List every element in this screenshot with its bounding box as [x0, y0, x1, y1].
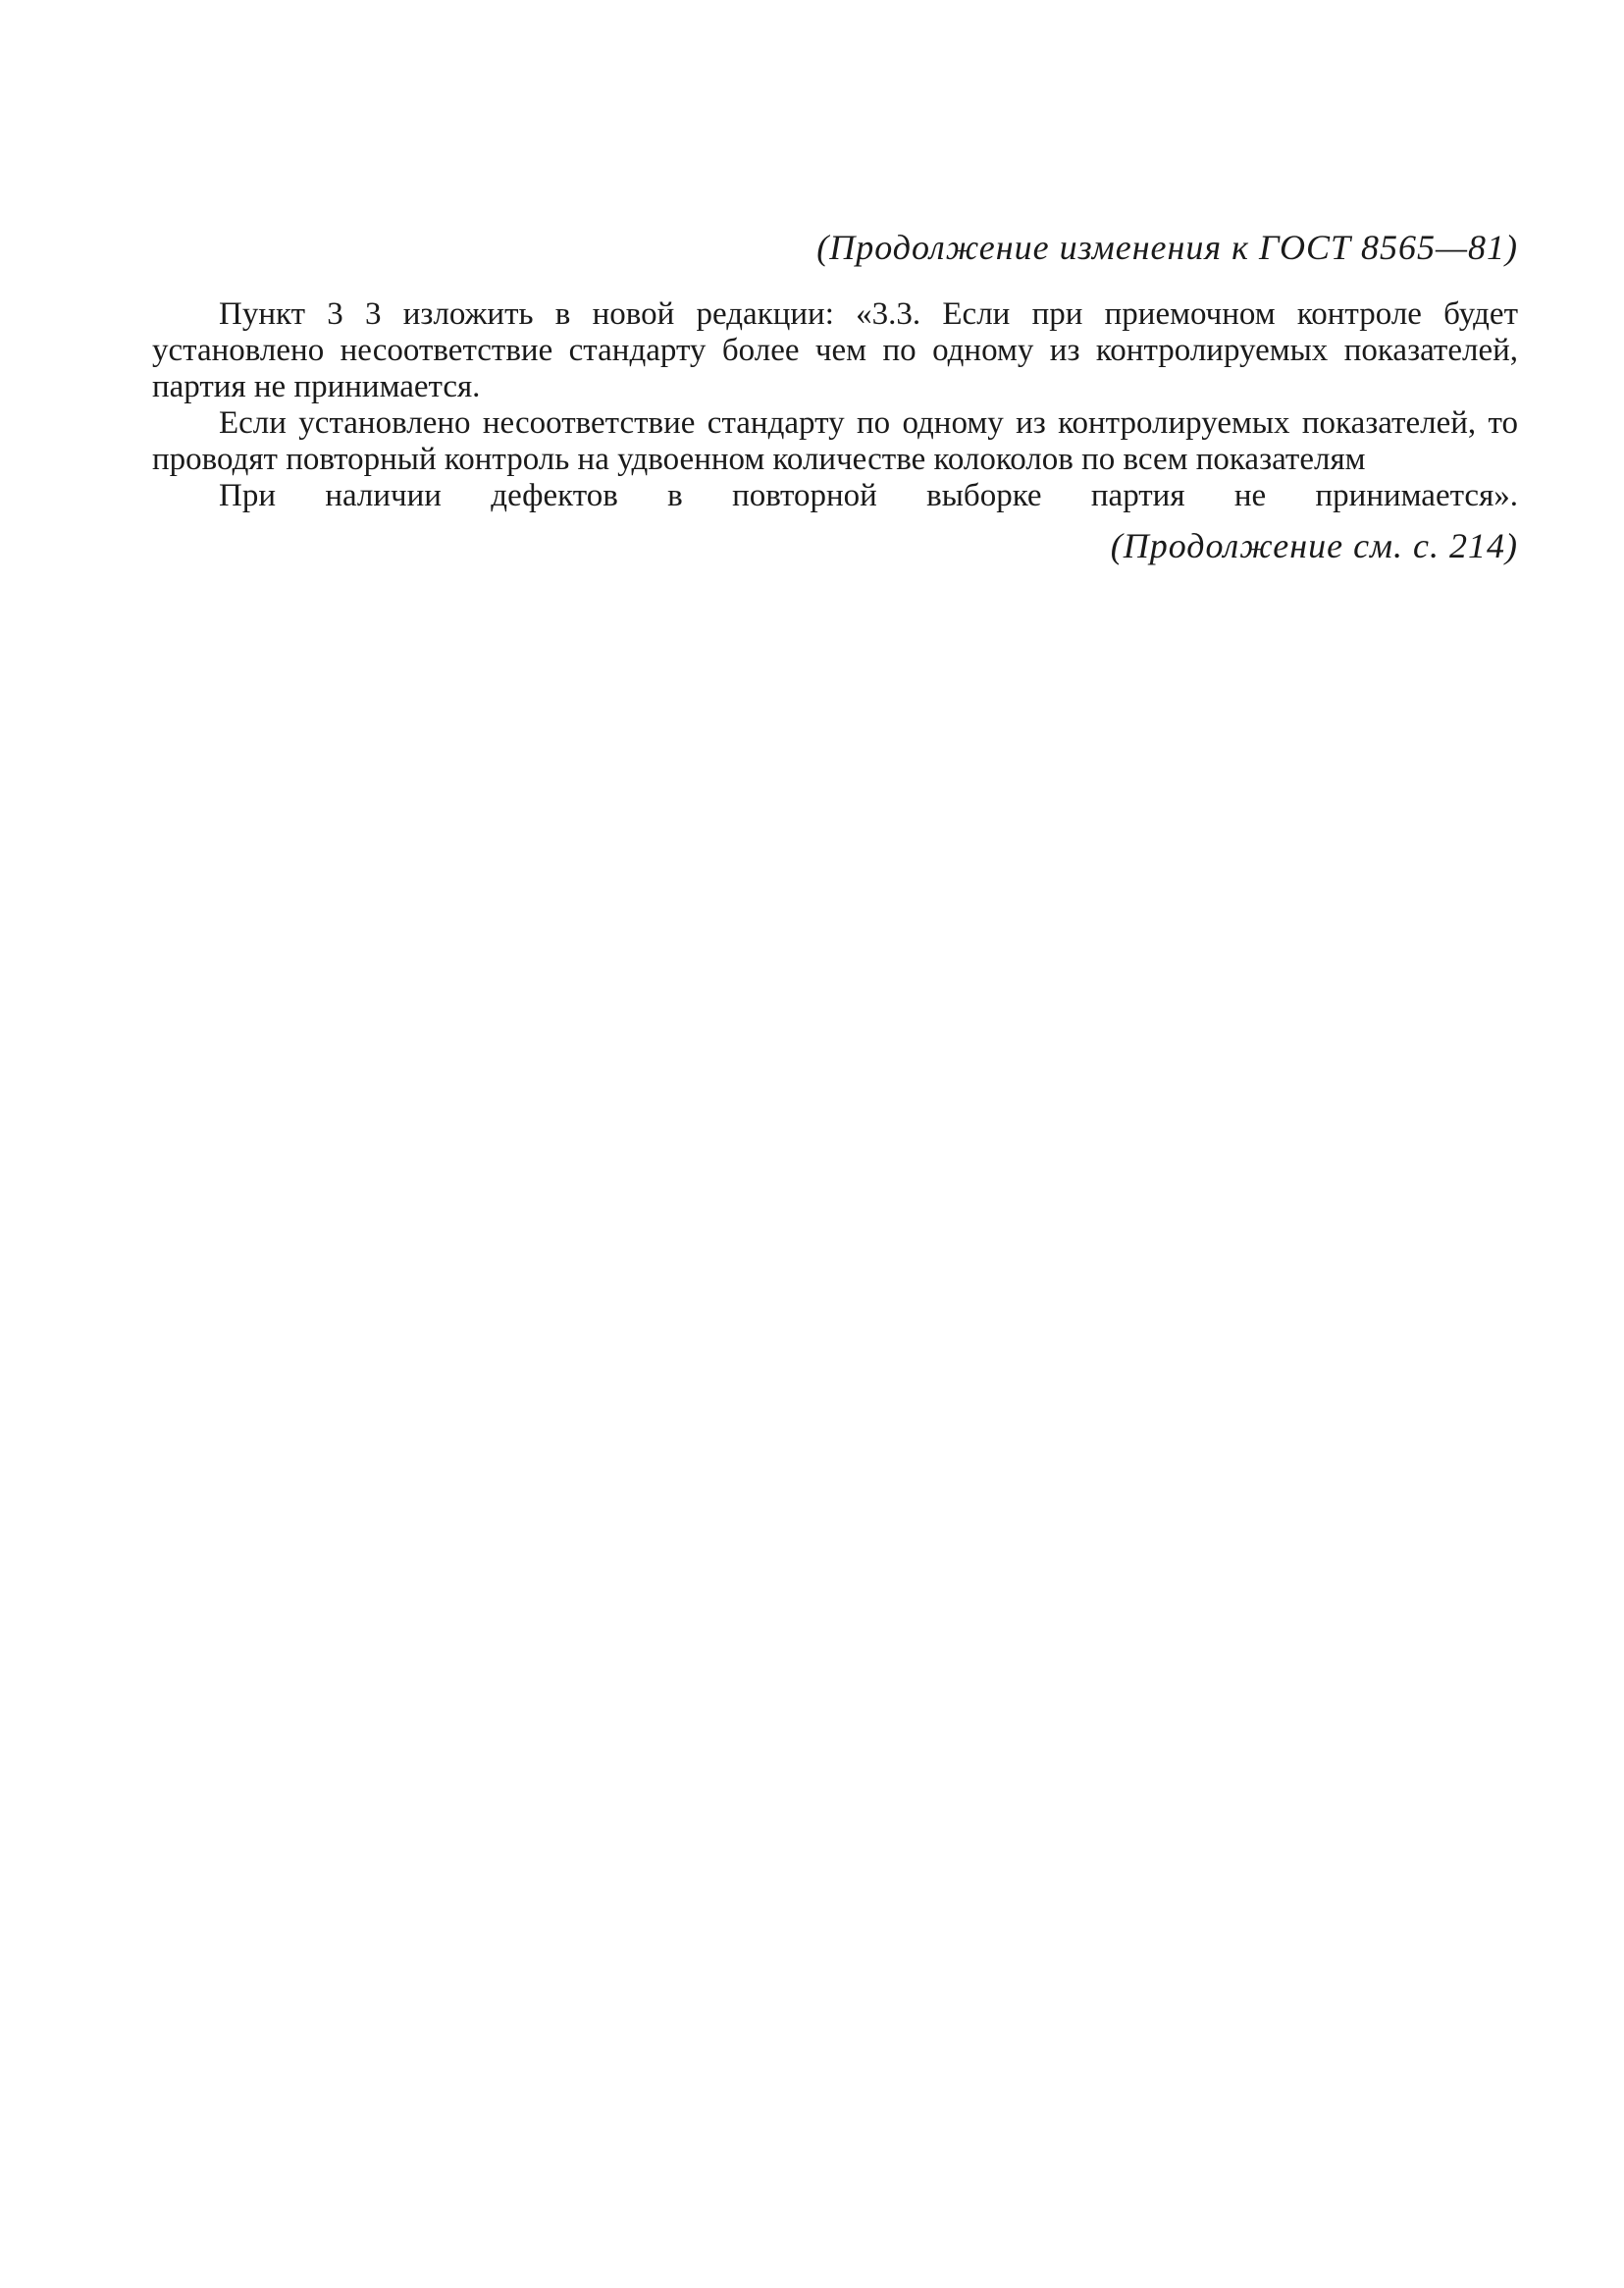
- paragraph-clause-3-3: Пункт 3 3 изложить в новой редакции: «3.3. Если при приемочном контроле будет установлено несоответствие стандарту более чем по одному из контролируемых показателей, партия не принимается.: [152, 296, 1518, 404]
- paragraph-defects-rejection: При наличии дефектов в повторной выборке партия не принимается».: [219, 478, 1518, 513]
- footer-continuation-note: (Продолжение см. с. 214): [1110, 526, 1518, 565]
- paragraph-repeat-control: Если установлено несоответствие стандарту по одному из контролируемых показателей, то проводят повторный контроль на удвоенном количестве колоколов по всем показателям: [152, 405, 1518, 477]
- text-block: [152, 226, 1518, 567]
- amendment-body: [152, 296, 1518, 514]
- header-continuation-note: (Продолжение изменения к ГОСТ 8565—81): [816, 228, 1518, 267]
